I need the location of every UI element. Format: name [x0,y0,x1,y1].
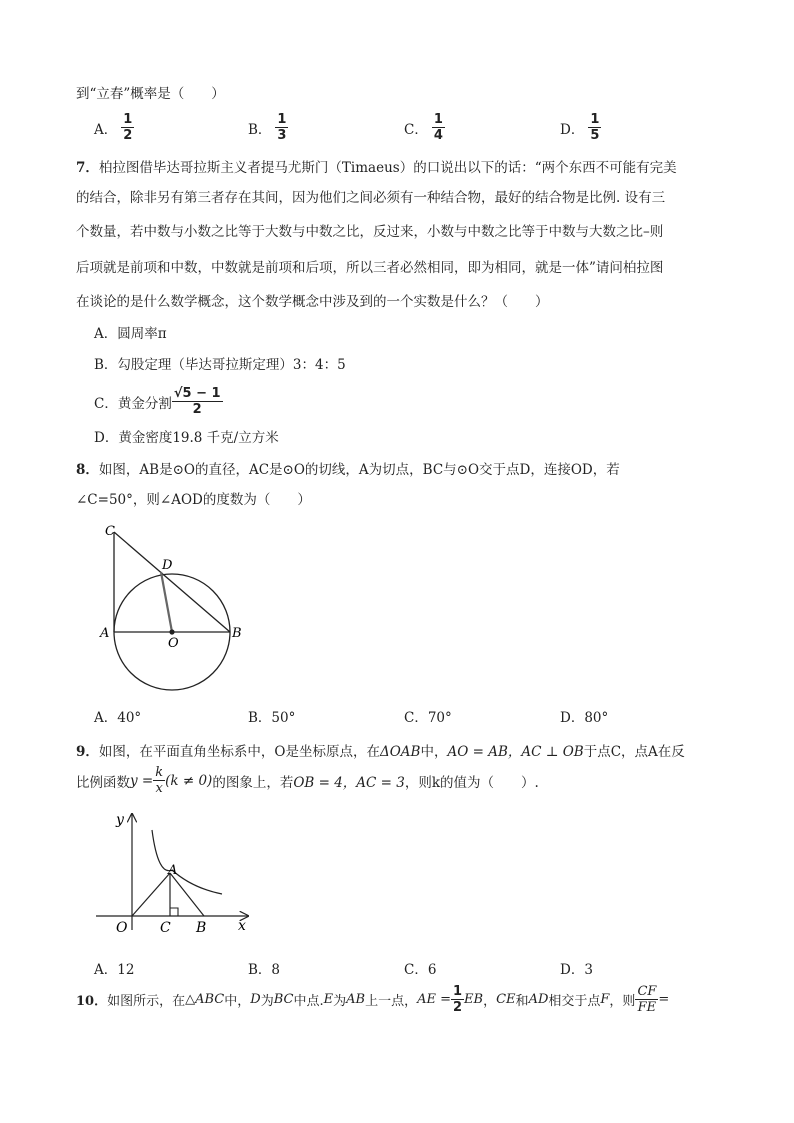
q9-option-d[interactable]: D．3 [560,962,593,978]
label-b: B [232,626,242,641]
q8-option-c[interactable]: C．70° [404,710,452,726]
fraction: $\frac{1}{3}$ [277,112,287,143]
golden-ratio-fraction: $\frac{√5 - 1}{2}$ [173,386,221,417]
q6-option-c[interactable]: C． $\frac{1}{4}$ [404,112,443,143]
q7-stem-line-1: 7．柏拉图借毕达哥拉斯主义者提马尤斯门（Timaeus）的口说出以下的话：“两个东西不可能有完美 [76,160,677,176]
q7-option-a[interactable]: A．圆周率π [94,326,167,342]
q8-stem-line-2: ∠C=50°，则∠AOD的度数为（ ） [76,492,311,508]
center-point-o [169,629,174,634]
q7-stem-line-2: 的结合，除非另有第三者存在其间，因为他们之间必须有一种结合物，最好的结合物是比例. 设有三 [76,190,666,206]
q8-option-a[interactable]: A．40° [94,710,142,726]
label-x: x [238,918,246,934]
q7-option-c[interactable]: C．黄金分割 $\frac{√5 - 1}{2}$ [94,386,221,417]
fraction: $\frac{1}{4}$ [433,112,443,143]
q8-figure-circle [92,520,262,695]
question-number: 8． [76,462,99,478]
q6-option-b[interactable]: B． $\frac{1}{3}$ [248,112,287,143]
fraction: $\frac{1}{2}$ [123,112,133,143]
q7-stem-line-4: 后项就是前项和中数，中数就是前项和后项，所以三者必然相同，即为相同，就是一体”请问柏拉图 [76,260,664,276]
q7-stem-line-5: 在谈论的是什么数学概念，这个数学概念中涉及到的一个实数是什么？（ ） [76,294,549,310]
fraction-cf-over-fe: $\frac{CF}{FE}$ [637,984,657,1015]
q9-stem-line-2: 比例函数 y = $\frac{k}{x}$ (k ≠ 0) 的图象上，若 OB = 4，AC = 3 ，则k的值为（ ）. [76,765,539,796]
q6-options [94,112,734,148]
segment-bc [114,532,230,632]
q9-option-a[interactable]: A．12 [94,962,135,978]
q9-options [94,958,734,978]
q7-option-d[interactable]: D．黄金密度19.8 千克/立方米 [94,430,279,446]
q8-option-d[interactable]: D．80° [560,710,609,726]
q7-stem-line-3: 个数量，若中数与小数之比等于大数与中数之比，反过来，小数与中数之比等于中数与大数之比–则 [76,224,664,240]
q8-options [94,706,734,726]
q9-stem-line-1: 9．如图，在平面直角坐标系中，O是坐标原点，在ΔOAB中，AO = AB，AC ⊥ OB于点C，点A在反 [76,744,685,760]
q6-stem-tail: 到“立春”概率是（ ） [76,86,225,102]
q6-option-a[interactable]: A． $\frac{1}{2}$ [94,112,133,143]
question-number: 9． [76,744,99,760]
q8-option-b[interactable]: B．50° [248,710,296,726]
label-o: O [116,920,128,936]
fraction: $\frac{1}{5}$ [590,112,600,143]
q9-option-c[interactable]: C．6 [404,962,437,978]
q8-stem-line-1: 8．如图，AB是⊙O的直径，AC是⊙O的切线，A为切点，BC与⊙O交于点D，连接OD，若 [76,462,620,478]
q9-option-b[interactable]: B．8 [248,962,281,978]
label-d: D [162,558,173,573]
label-o: O [168,636,179,651]
label-a: A [168,863,178,878]
q9-figure-coordinate-plane [92,808,262,938]
fraction-one-half: $\frac{1}{2}$ [453,984,463,1015]
q7-option-b[interactable]: B．勾股定理（毕达哥拉斯定理）3：4：5 [94,357,346,373]
segment-ab [170,873,204,916]
q10-stem-line-1: 10． 如图所示，在 △ABC 中， D 为 BC 中点. E 为 AB 上一点， AE = $\frac{1}{2}$ EB ， CE 和 AD 相交于点 F ，则 $\frac{CF}{FE}$ = [76,984,670,1015]
question-number: 7． [76,160,99,176]
label-a: A [100,626,110,641]
q6-option-d[interactable]: D． $\frac{1}{5}$ [560,112,600,143]
hyperbola-curve [152,830,222,894]
label-y: y [116,812,124,828]
question-number: 10． [76,994,108,1009]
label-b: B [196,920,207,936]
fraction-k-over-x: $\frac{k}{x}$ [155,765,164,796]
right-angle-mark [170,908,178,916]
label-c: C [160,920,171,936]
segment-oa [132,873,170,916]
label-c: C [105,524,115,539]
